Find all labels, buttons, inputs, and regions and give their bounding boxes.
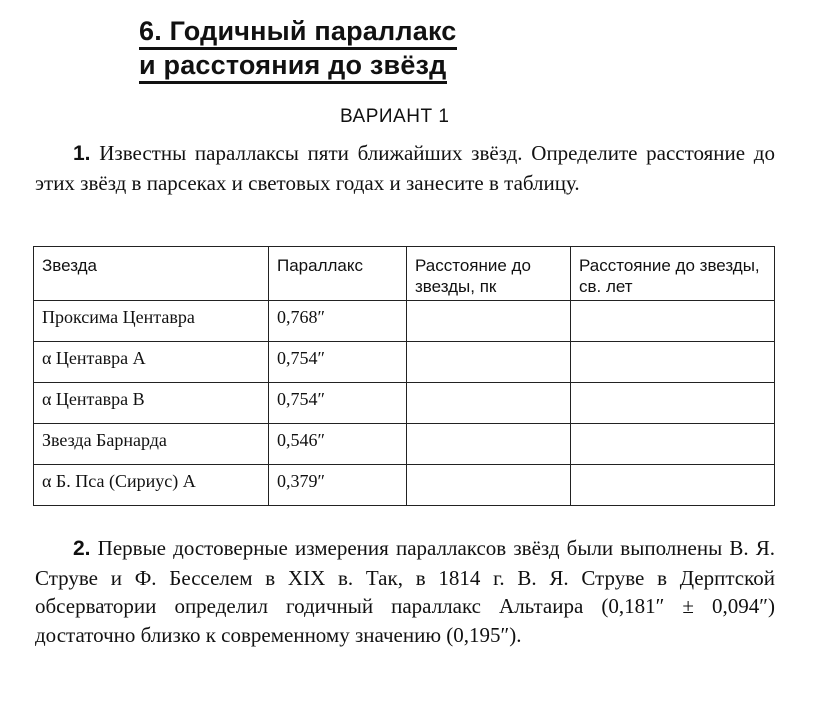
section-title [139, 16, 457, 84]
cell-parallax: 0,546″ [269, 424, 407, 465]
cell-star: α Б. Пса (Сириус) А [34, 465, 269, 506]
table-header-row [34, 247, 775, 301]
task-1-text: Известны параллаксы пяти ближайших звёзд. Определите расстояние до этих звёзд в парсеках и световых годах и занесите в таблицу. [35, 141, 775, 195]
table-row [34, 301, 775, 342]
parallax-table [33, 246, 775, 506]
cell-distance-ly [571, 465, 775, 506]
cell-star: Проксима Центавра [34, 301, 269, 342]
task-1-number: 1. [73, 142, 91, 165]
cell-distance-pc [407, 424, 571, 465]
task-1 [35, 139, 775, 197]
cell-star: α Центавра А [34, 342, 269, 383]
cell-star: α Центавра В [34, 383, 269, 424]
cell-distance-ly [571, 424, 775, 465]
cell-parallax: 0,754″ [269, 342, 407, 383]
table-row [34, 465, 775, 506]
cell-distance-ly [571, 383, 775, 424]
title-line-1: 6. Годичный параллакс [139, 16, 457, 50]
cell-distance-ly [571, 342, 775, 383]
header-parallax: Параллакс [269, 247, 407, 301]
cell-distance-pc [407, 342, 571, 383]
cell-parallax: 0,379″ [269, 465, 407, 506]
task-2 [35, 534, 775, 649]
title-line-2: и расстояния до звёзд [139, 50, 447, 84]
header-star: Звезда [34, 247, 269, 301]
cell-star: Звезда Барнарда [34, 424, 269, 465]
cell-parallax: 0,754″ [269, 383, 407, 424]
cell-distance-pc [407, 383, 571, 424]
table-row [34, 342, 775, 383]
table-row [34, 424, 775, 465]
cell-distance-ly [571, 301, 775, 342]
cell-distance-pc [407, 465, 571, 506]
variant-heading: ВАРИАНТ 1 [340, 106, 450, 127]
table-row [34, 383, 775, 424]
header-distance-ly: Расстояние до звезды, св. лет [571, 247, 775, 301]
cell-parallax: 0,768″ [269, 301, 407, 342]
cell-distance-pc [407, 301, 571, 342]
task-2-text: Первые достоверные измерения параллаксов звёзд были выполнены В. Я. Струве и Ф. Бесселем в XIX в. Так, в 1814 г. В. Я. Струве в Дерптской обсерватории определил годичный параллакс Альтаира (0,181″ ± 0,094″) достаточно близко к современному значению (0,195″). [35, 536, 775, 647]
header-distance-pc: Расстояние до звезды, пк [407, 247, 571, 301]
task-2-number: 2. [73, 537, 91, 560]
